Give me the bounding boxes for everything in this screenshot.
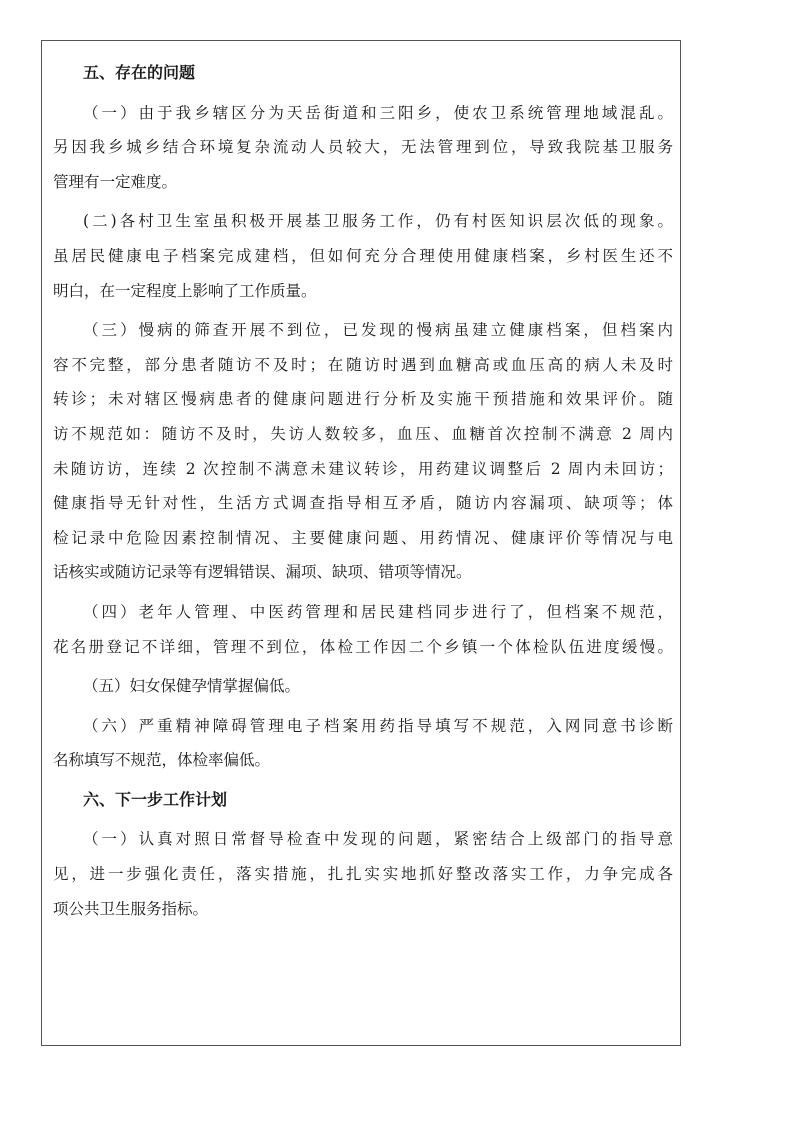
text-line: 明白，在一定程度上影响了工作质量。 xyxy=(53,281,317,300)
text-line: 另因我乡城乡结合环境复杂流动人员较大，无法管理到位，导致我院基卫服务 xyxy=(53,138,673,157)
paragraph-problem-3 xyxy=(53,313,673,590)
paragraph-problem-1 xyxy=(53,96,673,200)
text-line: （一）由于我乡辖区分为天岳街道和三阳乡，使农卫系统管理地域混乱。 xyxy=(83,103,673,122)
text-line: （四）老年人管理、中医药管理和居民建档同步进行了，但档案不规范， xyxy=(83,602,673,621)
paragraph-plan-1 xyxy=(53,822,673,926)
text-line: 访不规范如：随访不及时，失访人数较多，血压、血糖首次控制不满意 2 周内 xyxy=(53,424,673,443)
text-line: 花名册登记不详细，管理不到位，体检工作因二个乡镇一个体检队伍进度缓慢。 xyxy=(53,637,673,656)
text-line: 管理有一定难度。 xyxy=(53,172,178,191)
text-line: 转诊；未对辖区慢病患者的健康问题进行分析及实施干预措施和效果评价。随 xyxy=(53,390,673,409)
text-line: 项公共卫生服务指标。 xyxy=(53,899,209,918)
section-heading-next-plan: 六、下一步工作计划 xyxy=(83,789,228,809)
text-line: 虽居民健康电子档案完成建档，但如何充分合理使用健康档案，乡村医生还不 xyxy=(53,246,673,265)
paragraph-problem-4 xyxy=(53,595,673,664)
text-line: 健康指导无针对性，生活方式调查指导相互矛盾，随访内容漏项、缺项等；体 xyxy=(53,494,673,513)
text-line: 未随访访，连续 2 次控制不满意未建议转诊，用药建议调整后 2 周内未回访； xyxy=(53,459,673,478)
text-line: （三）慢病的筛查开展不到位，已发现的慢病虽建立健康档案，但档案内 xyxy=(83,321,673,340)
text-line: （六）严重精神障碍管理电子档案用药指导填写不规范，入网同意书诊断 xyxy=(83,716,673,735)
text-line: (二)各村卫生室虽积极开展基卫服务工作，仍有村医知识层次低的现象。 xyxy=(83,212,673,231)
text-line: 见，进一步强化责任，落实措施，扎扎实实地抓好整改落实工作，力争完成各 xyxy=(53,865,673,884)
text-line: （五）妇女保健孕情掌握偏低。 xyxy=(83,677,301,696)
text-line: （一）认真对照日常督导检查中发现的问题，紧密结合上级部门的指导意 xyxy=(83,830,673,849)
section-heading-problems: 五、存在的问题 xyxy=(83,63,196,82)
paragraph-problem-6 xyxy=(53,709,673,778)
text-line: 容不完整，部分患者随访不及时；在随访时遇到血糖高或血压高的病人未及时 xyxy=(53,355,673,374)
paragraph-problem-2 xyxy=(53,204,673,308)
document-body xyxy=(53,56,673,926)
paragraph-problem-5 xyxy=(53,669,673,704)
text-line: 话核实或随访记录等有逻辑错误、漏项、缺项、错项等情况。 xyxy=(53,563,472,582)
text-line: 检记录中危险因素控制情况、主要健康问题、用药情况、健康评价等情况与电 xyxy=(53,528,673,547)
text-line: 名称填写不规范，体检率偏低。 xyxy=(53,751,271,770)
